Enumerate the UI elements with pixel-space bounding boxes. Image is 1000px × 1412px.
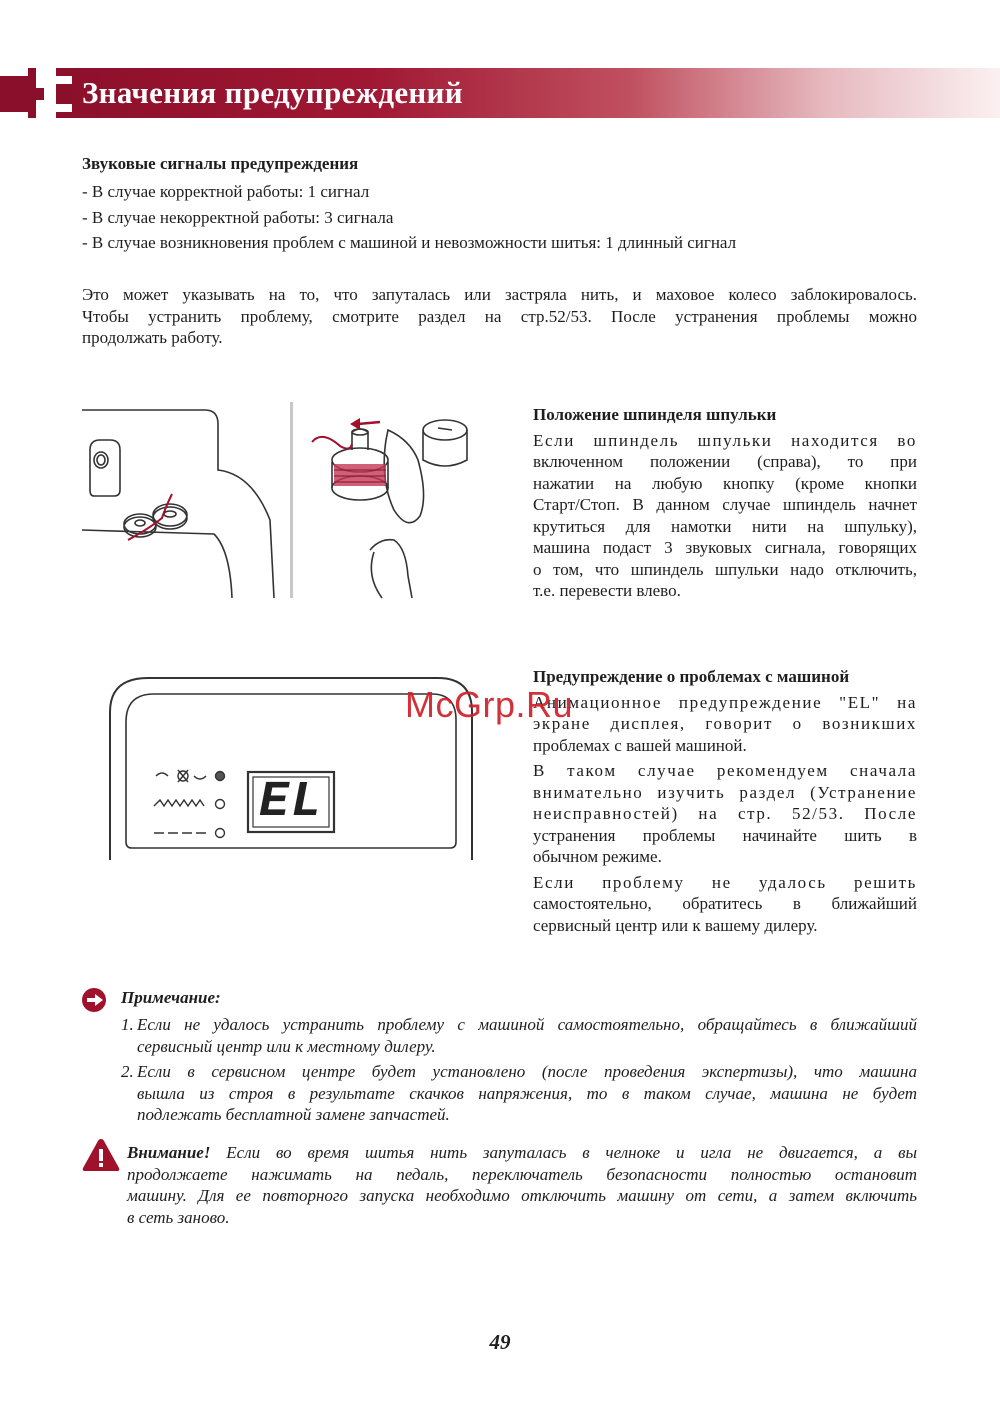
watermark: McGrp.Ru: [405, 684, 574, 725]
text-line: т.е. перевести влево.: [533, 581, 681, 600]
text-line: Это может указывать на то, что запуталась или застряла нить, и маховое колесо заблокировалось.: [82, 285, 917, 304]
machine-heading: Предупреждение о проблемах с машиной: [533, 667, 850, 686]
text-line: [127, 1142, 917, 1164]
text-line: крутиться для намотки нити на шпульку),: [533, 516, 917, 536]
note-item-number: 2.: [121, 1062, 134, 1081]
note-item: [121, 1061, 917, 1126]
text-line: Если шпиндель шпульки находится во: [533, 430, 917, 450]
text-line: сервисный центр или к местному дилеру.: [137, 1036, 436, 1056]
text-line: Если проблему не удалось решить: [533, 872, 917, 892]
text-line: вышла из строя в результате скачков напряжения, то в таком случае, машина не будет: [137, 1083, 917, 1103]
text-line: обычном режиме.: [533, 847, 662, 866]
text-line: неисправностей) на стр. 52/53. После: [533, 804, 917, 823]
arrow-right-icon: [82, 988, 110, 1012]
text-line: Старт/Стоп. В данном случае шпиндель начнет: [533, 495, 917, 514]
list-item: - В случае некорректной работы: 3 сигнала: [82, 207, 394, 227]
page-title: Значения предупреждений: [82, 75, 463, 110]
intro-paragraph: [82, 284, 917, 349]
note-item-number: 1.: [121, 1015, 134, 1034]
bobbin-spindle-illustration: [300, 400, 480, 600]
text-line: машину. Для ее повторного запуска необходимо отключить машину от сети, а затем включить: [127, 1186, 917, 1205]
machine-section: [533, 666, 917, 936]
bobbin-section: [533, 404, 917, 602]
text-line: подлежать бесплатной замене запчастей.: [137, 1105, 450, 1124]
text-line: проблемах с вашей машиной.: [533, 735, 747, 755]
text-line: Если в сервисном центре будет установлено (после проведения экспертизы), что машина: [137, 1062, 917, 1081]
text-line: В таком случае рекомендуем сначала: [533, 761, 917, 780]
text-line: нажатии на любую кнопку (кроме кнопки: [533, 473, 917, 493]
warning-first-line: Если во время шитья нить запуталась в челноке и игла не двигается, а вы: [226, 1143, 917, 1162]
text-line: машина подаст 3 звуковых сигнала, говорящих: [533, 538, 917, 557]
warning-text: [127, 1142, 917, 1228]
text-line: экране дисплея, говорит о возникших: [533, 714, 917, 733]
logo-icon: [0, 64, 80, 124]
text-line: самостоятельно, обратитесь в ближайший: [533, 894, 917, 913]
text-line: включенном положении (справа), то при: [533, 452, 917, 471]
bobbin-heading: Положение шпинделя шпульки: [533, 405, 777, 424]
text-line: устранения проблемы начинайте шить в: [533, 825, 917, 845]
text-line: Если не удалось устранить проблему с машиной самостоятельно, обращайтесь в ближайший: [137, 1015, 917, 1034]
text-line: Анимационное предупреждение "EL" на: [533, 692, 917, 712]
text-line: в сеть заново.: [127, 1207, 230, 1227]
text-line: Чтобы устранить проблему, смотрите раздел на стр.52/53. После устранения проблемы можно: [82, 306, 917, 326]
text-line: продолжаете нажимать на педаль, переключатель безопасности полностью остановит: [127, 1164, 917, 1184]
text-line: сервисный центр или к вашему дилеру.: [533, 915, 818, 935]
note-item: [121, 1014, 917, 1057]
sound-signals-list: [82, 179, 736, 256]
note-title: Примечание:: [121, 988, 221, 1007]
warning-icon: [82, 1138, 120, 1172]
list-item: - В случае корректной работы: 1 сигнал: [82, 182, 370, 201]
sound-signals-heading: Звуковые сигналы предупреждения: [82, 154, 359, 173]
list-item: - В случае возникновения проблем с машиной и невозможности шитья: 1 длинный сигнал: [82, 233, 737, 252]
text-line: продолжать работу.: [82, 328, 223, 347]
text-line: внимательно изучить раздел (Устранение: [533, 782, 917, 802]
warning-label: Внимание!: [127, 1143, 211, 1162]
text-line: о том, что шпиндель шпульки надо отключить,: [533, 559, 917, 579]
page-number: 49: [489, 1330, 511, 1354]
display-error-code: EL: [258, 774, 323, 831]
